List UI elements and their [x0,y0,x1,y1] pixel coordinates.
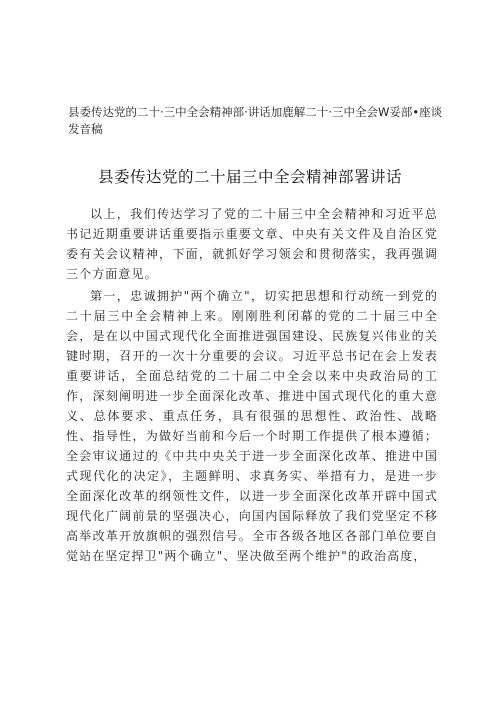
document-header: 县委传达党的二十·三中全会精神部·讲话加鹿解二十·三中全会W妥部•座谈发音稿 [68,105,443,136]
paragraph-1: 以上，我们传达学习了党的二十届三中全会精神和习近平总书记近期重要讲话重要指示重要文章、中央有关文件及自治区党委有关会议精神，下面，就抓好学习领会和贯彻落实，我再强调三个方面意见。 [66,207,438,281]
document-title: 县委传达党的二十届三中全会精神部署讲话 [97,168,402,186]
document-body [66,204,438,568]
paragraph-2: 第一，忠诚拥护"两个确立"，切实把思想和行动统一到党的二十届三中全会精神上来。刚刚胜利闭幕的党的二十届三中全会，是在以中国式现代化全面推进强国建设、民族复兴伟业的关键时期，召开的一次十分重要的会议。习近平总书记在会上发表重要讲话，全面总结党的二十届二中全会以来中央政治局的工作，深刻阐明进一步全面深化改革、推进中国式现代化的重大意义、总体要求、重点任务，具有很强的思想性、政治性、战略性、指导性，为做好当前和今后一个时期工作提供了根本遵循；全会审议通过的《中共中央关于进一步全面深化改革、推进中国式现代化的决定》，主题鲜明、求真务实、举措有力，是进一步全面深化改革的纲领性文件，以进一步全面深化改革开辟中国式现代化广阔前景的坚强决心，向国内国际释放了我们党坚定不移高举改革开放旗帜的强烈信号。全市各级各地区各部门单位要自觉站在坚定捍卫"两个确立"、坚决做至两个维护"的政治高度， [66,289,438,563]
